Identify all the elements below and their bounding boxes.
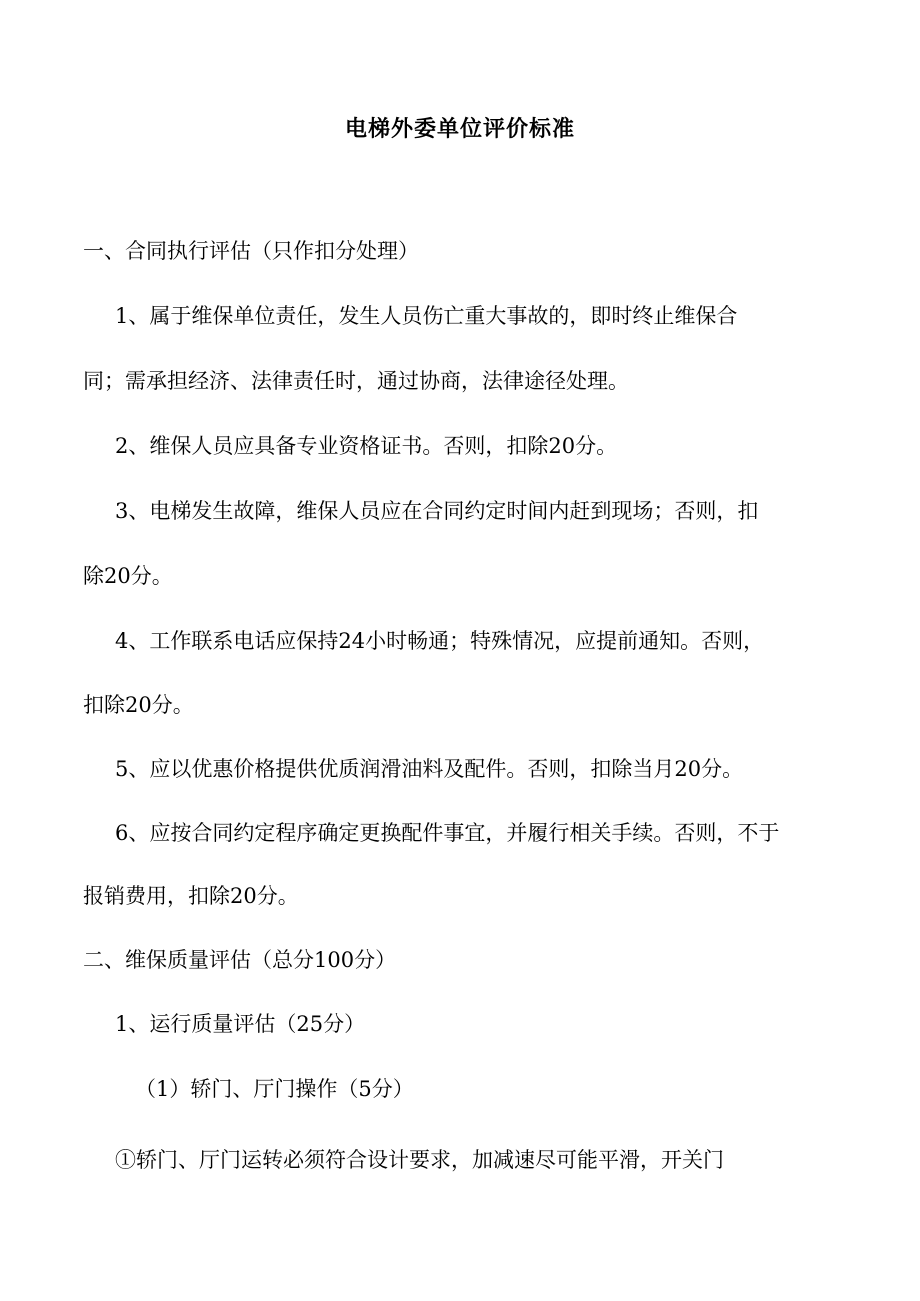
- paragraph-line: 除20分。: [83, 564, 173, 588]
- paragraph-line: 同；需承担经济、法律责任时，通过协商，法律途径处理。: [83, 369, 629, 393]
- section-heading-contract: 一、合同执行评估（只作扣分处理）: [83, 239, 419, 263]
- paragraph-line: 扣除20分。: [83, 693, 194, 717]
- document-title: 电梯外委单位评价标准: [344, 117, 575, 142]
- paragraph-line: ①轿门、厅门运转必须符合设计要求，加减速尽可能平滑，开关门: [115, 1148, 724, 1172]
- subsection-heading: 1、运行质量评估（25分）: [115, 1012, 366, 1036]
- paragraph-line: 1、属于维保单位责任，发生人员伤亡重大事故的，即时终止维保合: [115, 304, 738, 328]
- subsection-heading: （1）轿门、厅门操作（5分）: [135, 1077, 414, 1101]
- paragraph-line: 报销费用，扣除20分。: [83, 884, 299, 908]
- paragraph-line: 3、电梯发生故障，维保人员应在合同约定时间内赶到现场；否则，扣: [115, 499, 759, 523]
- paragraph-line: 2、维保人员应具备专业资格证书。否则，扣除20分。: [115, 434, 618, 458]
- paragraph-line: 4、工作联系电话应保持24小时畅通；特殊情况，应提前通知。否则，: [115, 629, 765, 653]
- paragraph-line: 6、应按合同约定程序确定更换配件事宜，并履行相关手续。否则，不于: [115, 821, 780, 845]
- paragraph-line: 5、应以优惠价格提供优质润滑油料及配件。否则，扣除当月20分。: [115, 757, 744, 781]
- section-heading-quality: 二、维保质量评估（总分100分）: [83, 948, 397, 972]
